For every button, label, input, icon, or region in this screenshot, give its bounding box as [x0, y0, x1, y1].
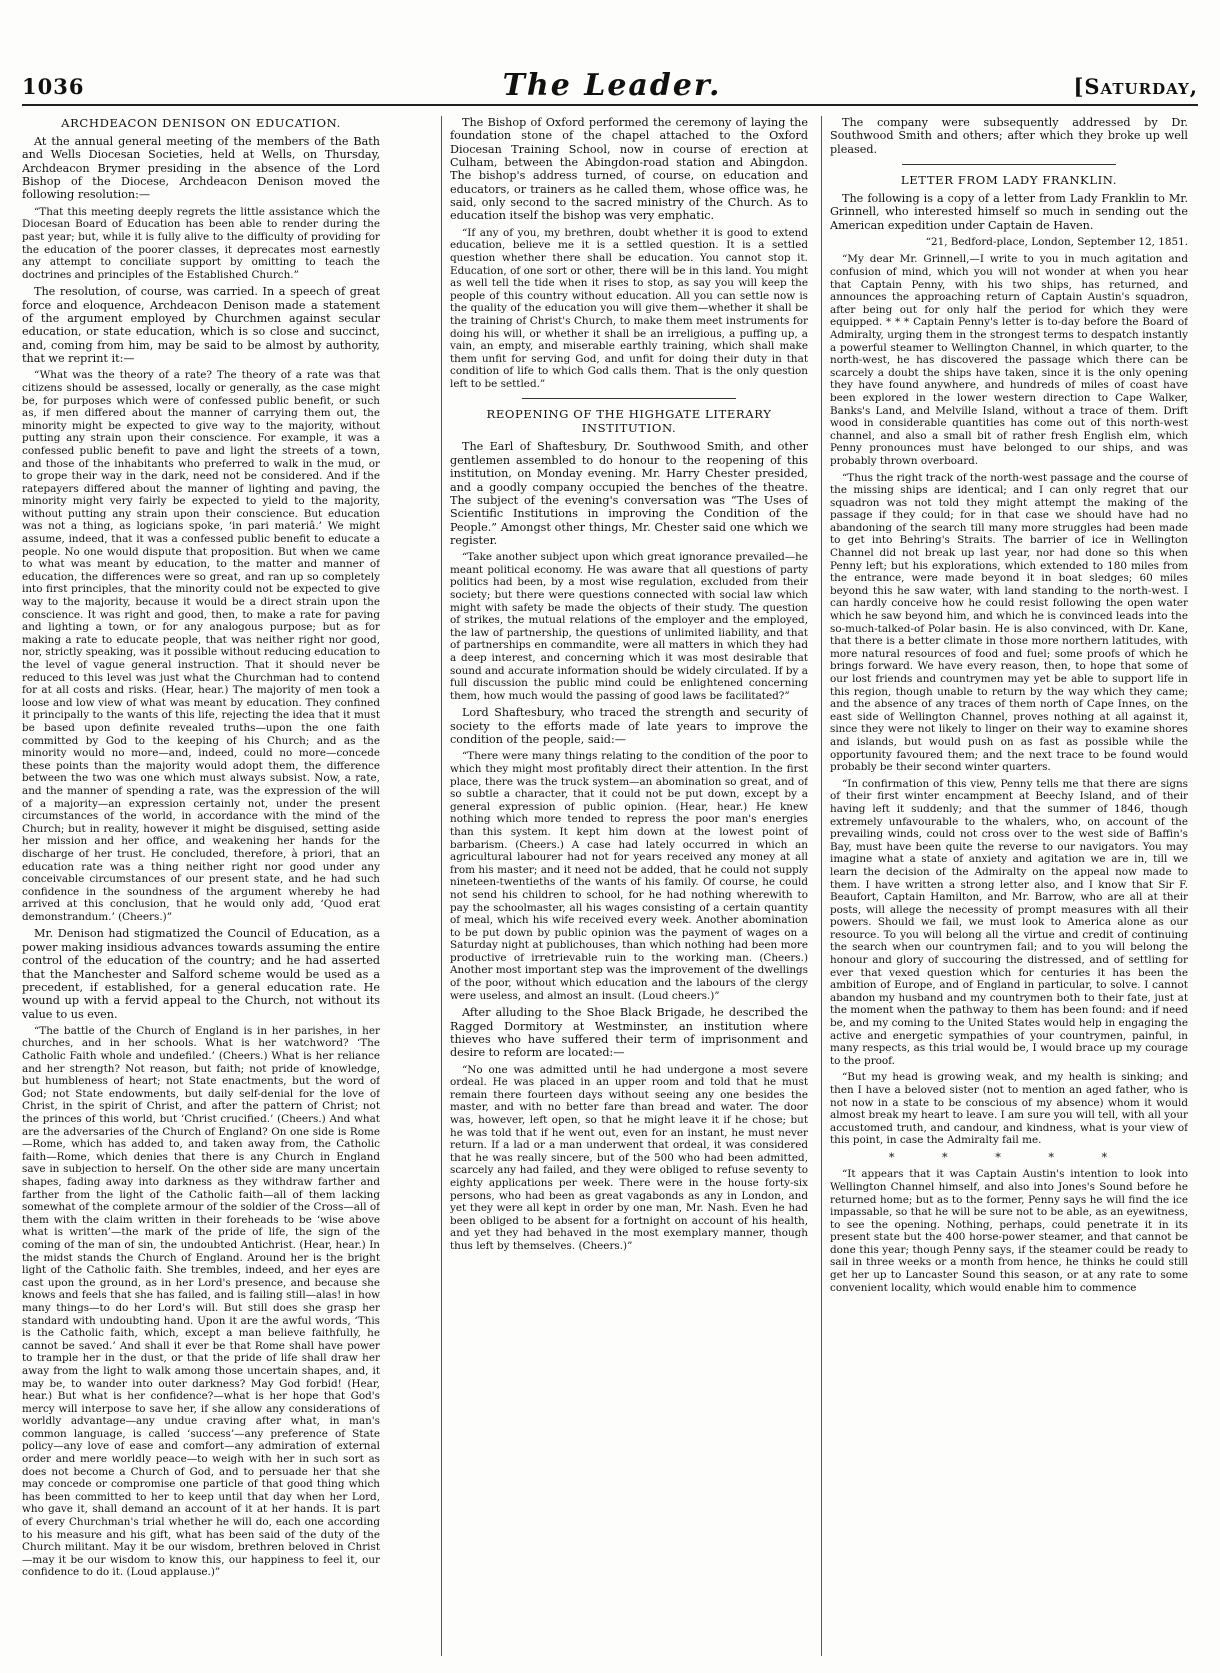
paragraph: The Bishop of Oxford performed the ceremony of laying the foundation stone of the chapel attached to the Oxford Diocesan Training School, now in course of erection at Culham, between the Abingdon-road station and Abingdon. The bishop's address turned, of course, on education and educators, or trainers as he called them, whose office was, he said, only second to the sacred ministry of the Church. As to education itself the bishop was very emphatic. [450, 116, 808, 223]
article-heading-franklin: LETTER FROM LADY FRANKLIN. [900, 173, 1118, 188]
paragraph: Mr. Denison had stigmatized the Council of Education, as a power making insidious advances towards assuming the entire control of the education of the country; and he had asserted that the Manchester and Salford scheme would be used as a precedent, if established, for a general education rate. He wound up with a fervid appeal to the Church, not without its value to us even. [22, 927, 380, 1021]
paragraph: At the annual general meeting of the members of the Bath and Wells Diocesan Societies, held at Wells, on Thursday, Archdeacon Brymer presiding in the absence of the Lord Bishop of the Diocese, Archdeacon Denison moved the following resolution:— [22, 135, 380, 202]
masthead [22, 68, 1198, 108]
letter-paragraph: “It appears that it was Captain Austin's intention to look into Wellington Channel himself, and also into Jones's Sound before he returned home; but as to the former, Penny says he will find the ice impassable, so that he will be sure not to be able, as an eyewitness, to see the opening. Nothing, perhaps, could penetrate it in its present state but the 400 horse-power steamer, and that cannot be done this year; though Penny says, if the steamer could be ready to sail in three weeks or a month from hence, he thinks he could still get her up to Lancaster Sound this season, or at any rate to some convenient locality, which would enable him to commence [830, 1168, 1188, 1294]
letter-paragraph: “But my head is growing weak, and my health is sinking; and then I have a beloved sister (not to mention an aged father, who is not now in a state to be conscious of my absence) whom it would almost break my heart to leave. I am sure you will tell, with all your accustomed truth, and candour, and kindness, what is your view of this point, in case the Admiralty fail me. [830, 1071, 1188, 1147]
column-2 [450, 116, 808, 1661]
issue-day: [Saturday, [1073, 74, 1198, 99]
paragraph: After alluding to the Shoe Black Brigade, he described the Ragged Dormitory at Westminster, an institution where thieves who have suffered their term of imprisonment and desire to reform are located:— [450, 1006, 808, 1060]
column-divider [441, 116, 442, 1656]
letter-dateline: “21, Bedford-place, London, September 12, 1851. [925, 236, 1188, 249]
ellipsis-stars: * * * * * [888, 1150, 1130, 1164]
paragraph: The company were subsequently addressed by Dr. Southwood Smith and others; after which they broke up well pleased. [830, 116, 1188, 156]
column-divider [821, 116, 822, 1656]
letter-paragraph: “In confirmation of this view, Penny tells me that there are signs of their first winter encampment at Beechy Island, and of their having left it suddenly; and that the summer of 1846, though extremely unfavourable to the whalers, who, on account of the prevailing winds, could not cross over to the west side of Baffin's Bay, must have been quite the reverse to our navigators. You may imagine what a state of anxiety and agitation we are in, till we learn the decision of the Admiralty on the appeal now made to them. I have written a strong letter also, and I know that Sir F. Beaufort, Captain Hamilton, and Mr. Barrow, who are all at their posts, will allege the necessity of prompt measures with all their powers. Should we fail, we must look to America alone as our resource. To you will belong all the virtue and credit of continuing the search when our countrymen fail; and to you will belong the honour and glory of succouring the distressed, and of settling for ever that vexed question which for centuries it has been the ambition of Europe, and of England in particular, to solve. I cannot abandon my husband and my countrymen both to their fate, just at the moment when the pathway to them has been found: and if need be, and my coming to the United States would help in engaging the active and energetic sympathies of your countrymen, painful, in many respects, as this trial would be, I would brace up my courage to the proof. [830, 777, 1188, 1067]
letter-paragraph: “My dear Mr. Grinnell,—I write to you in much agitation and confusion of mind, which you will not wonder at when you hear that Captain Penny, with his two ships, has returned, and announces the approaching return of Captain Austin's squadron, after being out for only half the period for which they were equipped. * * * Captain Penny's letter is to-day before the Board of Admiralty, urging them in the strongest terms to despatch instantly a powerful steamer to Wellington Channel, in which quarter, to the north-west, he has discovered the passage which there can be scarcely a doubt the ships have taken, since it is the only opening they have found anywhere, and hundreds of miles of coast have been explored in the lower western direction to Cape Walker, Banks's Land, and Melville Island, without a trace of them. Drift wood in considerable quantities has come out of this north-west channel, and also a small bit of rather fresh English elm, which Penny pronounces must have belonged to our ships, and was probably thrown overboard. [830, 253, 1188, 467]
article-heading-highgate: REOPENING OF THE HIGHGATE LITERARY INSTITUTION. [486, 407, 772, 436]
quotation: “If any of you, my brethren, doubt whether it is good to extend education, believe me it is a settled question. It is a settled question whether there shall be education. You cannot stop it. Education, of one sort or other, there will be in this land. You might as well tell the tide when it rises to stop, as say you will keep the people of this country without education. All you can settle now is the quality of the education you will give them—whether it shall be the training of Christ's Church, to make them meet instruments for doing his will, or whether it shall be an irreligious, a puffing up, a vain, an empty, and miserable earthly training, which shall make them unfit for serving God, and unfit for doing their duty in that condition of life to which God calls them. That is the only question left to be settled.” [450, 226, 808, 390]
quotation: “What was the theory of a rate? The theory of a rate was that citizens should be assessed, locally or generally, as the case might be, for purposes which were of confessed public benefit, or such as, if men differed about the manner of carrying them out, the minority might be expected to give way to the majority, without putting any strain upon their conscience. For example, it was a confessed public benefit to pave and light the streets of a town, and those of the inhabitants who preferred to walk in the mud, or to grope their way in the dark, need not be considered. And if the ratepayers differed about the manner of lighting and paving, the minority might very fairly be expected to yield to the majority, without putting any strain upon their conscience. But education was not a thing, as logicians spoke, ‘in pari materiâ.’ We might assume, indeed, that it was a confessed public benefit to educate a people. No one would dispute that proposition. But when we came to what was meant by education, to the matter and manner of education, the differences were so great, and ran up so completely into first principles, that the minority could not be expected to give way to the majority, because it would be a direct strain upon the conscience. It was right and good, then, to make a rate for paving and lighting a town, or for any analogous purpose; but as for making a rate to educate people, that was neither right nor good, nor, strictly speaking, was it possible without reducing education to the level of vague general instruction. That it should never be reduced to this level was just what the Churchman had to contend for at all costs and risks. (Hear, hear.) The majority of men took a loose and low view of what was meant by education. They confined it principally to the wants of this life, rejecting the idea that it must be based upon definite revealed truths—upon the one faith committed by God to the keeping of his Church; and as the minority would no more—and, indeed, could no more—concede these points than the majority would adopt them, the difference between the two was one which must always subsist. Now, a rate, and the manner of spending a rate, was the expression of the will of a majority—an expression certainly not, under the present circumstances of the world, in accordance with the mind of the Church; but in reality, however it might be disguised, setting aside her mission and her office, and weakening her hands for the discharge of her trust. He concluded, therefore, à priori, that an education rate was a thing neither right nor good under any conceivable circumstances of our present state, and he had such confidence in the soundness of the argument whereby he had arrived at this conclusion, that he would only add, ‘Quod erat demonstrandum.’ (Cheers.)” [22, 369, 380, 923]
paragraph: The Earl of Shaftesbury, Dr. Southwood Smith, and other gentlemen assembled to do honour to the reopening of this institution, on Monday evening. Mr. Harry Chester presided, and a goodly company occupied the benches of the theatre. The subject of the evening's conversation was “The Uses of Scientific Institutions in improving the Condition of the People.” Amongst other things, Mr. Chester said one which we register. [450, 440, 808, 547]
paragraph: The following is a copy of a letter from Lady Franklin to Mr. Grinnell, who interested himself so much in sending out the American expedition under Captain de Haven. [830, 192, 1188, 232]
quotation: “Take another subject upon which great ignorance prevailed—he meant political economy. He was aware that all questions of party politics had been, by a most wise regulation, excluded from their society; but there were questions connected with social law which might with safety be made the objects of their study. The question of strikes, the mutual relations of the employer and the employed, the law of partnership, the questions of unlimited liability, and that of partnerships en commandite, were all matters in which they had a deep interest, and concerning which it was most desirable that sound and accurate information should be widely circulated. If by a full discussion the public mind could be enlightened concerning them, how much would the passing of good laws be facilitated?” [450, 551, 808, 702]
letter-paragraph: “Thus the right track of the north-west passage and the course of the missing ships are identical; and I can only regret that our squadron was not told they might attempt the making of the passage if they could; for in that case we should have had no abandoning of the search till many more struggles had been made to get into Behring's Straits. The barrier of ice in Wellington Channel did not break up last year, nor had done so this when Penny left; but his explorations, which extended to 180 miles from the entrance, were made beyond it in boat sledges; 60 miles beyond this he saw water, with land standing to the north-west. I can hardly conceive how he could resist following the open water which he saw beyond him, and which he is convinced leads into the so-much-talked-of Polar basin. He is also convinced, with Dr. Kane, that there is a better climate in those more northern latitudes, with more natural resources of food and fuel; some proofs of which he brings forward. We have every reason, then, to hope that some of our lost friends and countrymen may yet be able to support life in this region, though unable to return by the way which they came; and the absence of any traces of them north of Cape Innes, on the east side of Wellington Channel, proves nothing at all against it, since they were not likely to linger on their way to examine shores and islands, but would push on as fast as possible while the opportunity favoured them; and the next trace to be found would probably be their second winter quarters. [830, 471, 1188, 774]
article-separator [902, 164, 1117, 165]
quotation: “The battle of the Church of England is in her parishes, in her churches, and in her schools. What is her watchword? ‘The Catholic Faith whole and undefiled.’ (Cheers.) What is her reliance and her strength? Not reason, but faith; not pride of knowledge, but humbleness of heart; not State enactments, but the word of God; not State endowments, but daily self-denial for the love of Christ, in the spirit of Christ, and after the pattern of Christ; not the princes of this world, but ‘Christ crucified.’ (Cheers.) And what are the adversaries of the Church of England? On one side is Rome—Rome, which has added to, and taken away from, the Catholic faith—Rome, which denies that there is any Church in England save in subjection to herself. On the other side are many uncertain shapes, fading away into darkness as they withdraw farther and farther from the light of the Catholic faith—all of them lacking somewhat of the complete armour of the soldier of the Cross—all of them with the claim written in their foreheads to be ‘wise above what is written’—the mark of the pride of life, the sign of the coming of the man of sin, the undoubted Antichrist. (Hear, hear.) In the midst stands the Church of England. Around her is the bright light of the Catholic faith. She trembles, indeed, and her eyes are cast upon the ground, as in her Lord's presence, and because she knows and feels that she has failed, and is failing still—alas! in how many things—to do her Lord's will. But still does she grasp her standard with undoubting hand. Upon it are the awful words, ‘This is the Catholic faith, which, except a man believe faithfully, he cannot be saved.’ And shall it ever be that Rome shall have power to trample her in the dust, or that the pride of life shall draw her away from the light to walk among those uncertain shapes, and, it may be, to wander into outer darkness? May God forbid! (Hear, hear.) But what is her confidence?—what is her hope that God's mercy will interpose to save her, if she allow any considerations of worldly advantage—any undue craving after what, in man's common language, is called ‘success’—any preference of State policy—any love of ease and comfort—any admiration of external order and mere worldly peace—to weigh with her in such sort as does not become a Church of God, and to persuade her that she may concede or compromise one particle of that good thing which has been committed to her to keep until that day when her Lord, who gave it, shall demand an account of it at her hands. It is part of every Churchman's trial whether he will do, each one according to his measure and his gift, what has been said of the duty of the Church militant. May it be our wisdom, brethren beloved in Christ—may it be our wisdom to know this, our happiness to feel it, our confidence to do it. (Loud applause.)” [22, 1024, 380, 1579]
quotation: “No one was admitted until he had undergone a most severe ordeal. He was placed in an upper room and told that he must remain there fourteen days without seeing any one besides the master, and with no better fare than bread and water. The door was, however, left open, so that he might leave it if he chose; but he was told that if he went out, even for an instant, he must never return. If a lad or a man underwent that ordeal, it was considered that he was really sincere, but of the 500 who had been admitted, scarcely any had failed, and they were obliged to refuse seventy to eighty applications per week. There were in the house forty-six persons, who had been as great vagabonds as any in London, and yet they were all kept in order by one man, Mr. Nash. Even he had been obliged to be absent for a fortnight on account of his health, and yet they had behaved in the most exemplary manner, though thus left by themselves. (Cheers.)” [450, 1063, 808, 1252]
column-3 [830, 116, 1188, 1661]
article-heading-denison: ARCHDEACON DENISON ON EDUCATION. [61, 116, 341, 130]
article-separator [522, 398, 737, 399]
page-number: 1036 [22, 74, 85, 99]
header-rule [22, 104, 1198, 106]
paragraph: Lord Shaftesbury, who traced the strength and security of society to the efforts made of late years to improve the condition of the people, said:— [450, 706, 808, 747]
quotation: “There were many things relating to the condition of the poor to which they might most profitably direct their attention. In the first place, there was the truck system—an abomination so great, and of so subtle a character, that it could not be put down, except by a general expression of public opinion. (Hear, hear.) He knew nothing which more tended to repress the poor man's energies than this system. It kept him down at the lowest point of barbarism. (Cheers.) A case had lately occurred in which an agricultural labourer had not for years received any money at all from his master; and it need not be added, that he could not supply nineteen-twentieths of the wants of his family. Of course, he could not send his children to school, for he had nothing wherewith to pay the schoolmaster, all his wages consisting of a certain quantity of meal, which his wife received every week. Another abomination to be put down by public opinion was the payment of wages on a Saturday night at publichouses, than which nothing had been more productive of irretrievable ruin to the working man. (Cheers.) Another most important step was the improvement of the dwellings of the poor, without which education and the labours of the clergy were useless, and almost an insult. (Loud cheers.)” [450, 750, 808, 1002]
column-1 [22, 116, 380, 1661]
paragraph: The resolution, of course, was carried. In a speech of great force and eloquence, Archdeacon Denison made a statement of the argument employed by Churchmen against secular education, or state education, which is so close and succinct, and, coming from him, may be said to be almost by authority, that we reprint it:— [22, 285, 380, 365]
newspaper-title: The Leader. [502, 68, 722, 103]
quotation: “That this meeting deeply regrets the little assistance which the Diocesan Board of Education has been able to render during the past year; but, while it is fully alive to the difficulty of providing for the education of the poorer classes, it deprecates most earnestly any attempt to conciliate support by omitting to teach the doctrines and principles of the Established Church.” [22, 205, 380, 281]
